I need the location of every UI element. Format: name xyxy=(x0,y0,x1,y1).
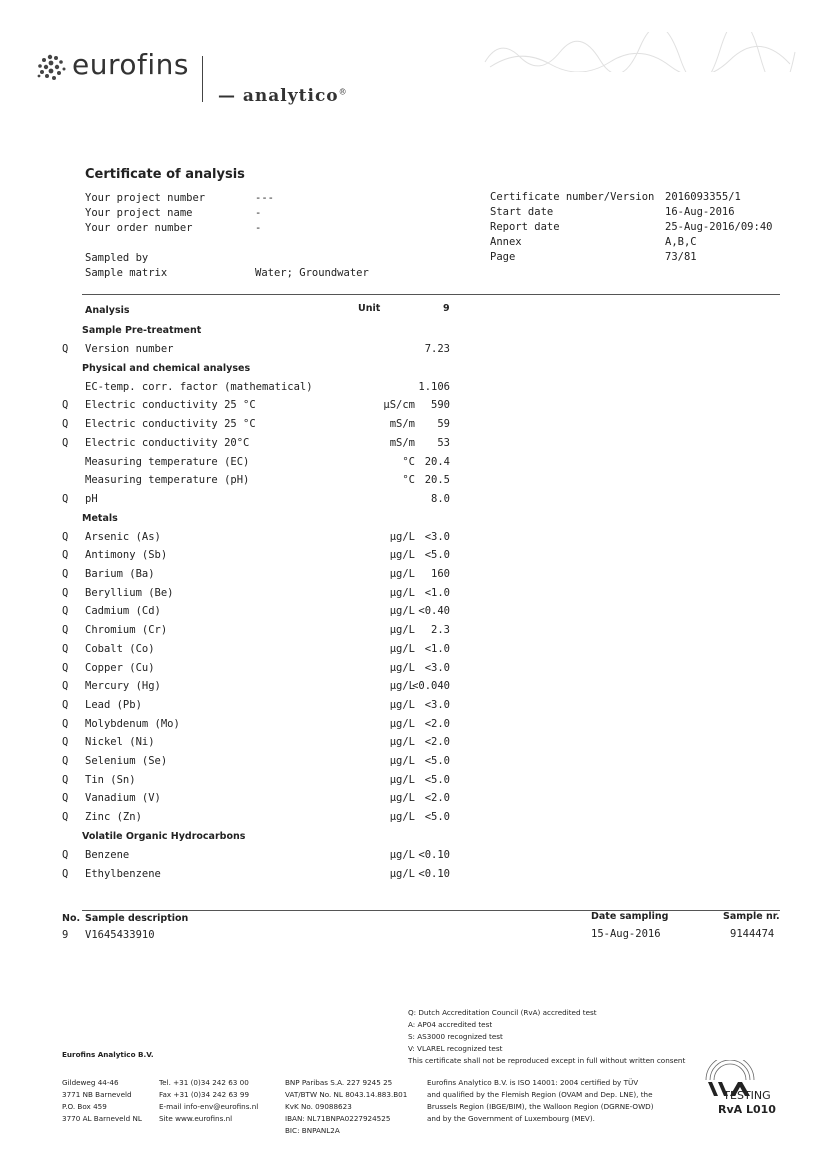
result-row xyxy=(0,418,460,436)
footer-company: Eurofins Analytico B.V. xyxy=(62,1050,154,1059)
section-title: Sample Pre-treatment xyxy=(82,325,202,336)
result-row xyxy=(0,662,460,680)
analysis-value: <5.0 xyxy=(424,755,450,767)
footer-address: Gildeweg 44-46 3771 NB Barneveld P.O. Box 459 3770 AL Barneveld NL xyxy=(62,1078,142,1123)
analysis-unit: µg/L xyxy=(389,848,415,861)
analysis-value: <5.0 xyxy=(424,549,450,562)
sample-no-cell: 9 xyxy=(62,929,69,941)
analysis-name: Copper (Cu) xyxy=(85,661,155,674)
accreditation-flag: Q xyxy=(62,586,69,599)
analysis-value: <1.0 xyxy=(424,586,450,599)
analysis-name: Antimony (Sb) xyxy=(85,549,168,562)
result-row xyxy=(0,868,460,886)
analysis-name: EC-temp. corr. factor (mathematical) xyxy=(85,380,313,393)
analysis-value: 20.5 xyxy=(424,474,450,487)
sample-no-header: No. xyxy=(62,913,81,924)
analysis-unit: µg/L xyxy=(389,680,415,693)
analysis-name: Selenium (Se) xyxy=(85,755,168,767)
analysis-name: Chromium (Cr) xyxy=(85,624,168,637)
result-row xyxy=(0,474,460,492)
result-row xyxy=(0,587,460,605)
accreditation-flag: Q xyxy=(62,811,69,824)
accreditation-flag: Q xyxy=(62,568,69,580)
footer-bank: BNP Paribas S.A. 227 9245 25 VAT/BTW No. NL 8043.14.883.B01 KvK No. 09088623 IBAN: NL71BNPA0227924525 BIC: BNPANL2A xyxy=(285,1078,408,1135)
analysis-unit: µg/L xyxy=(389,568,415,580)
analysis-value: <0.40 xyxy=(418,605,450,618)
result-row xyxy=(0,774,460,792)
result-row xyxy=(0,680,460,698)
result-row xyxy=(0,568,460,586)
analysis-value: <2.0 xyxy=(424,717,450,730)
analysis-name: Electric conductivity 25 °C xyxy=(85,399,256,412)
analysis-name: Cadmium (Cd) xyxy=(85,605,161,618)
result-row xyxy=(0,437,460,455)
accreditation-flag: Q xyxy=(62,436,69,449)
accreditation-flag: Q xyxy=(62,418,69,431)
result-row xyxy=(0,549,460,567)
footer-contact: Tel. +31 (0)34 242 63 00 Fax +31 (0)34 242 63 99 E-mail info-env@eurofins.nl Site www.eurofins.nl xyxy=(159,1078,259,1123)
analysis-name: Electric conductivity 25 °C xyxy=(85,418,256,431)
accreditation-flag: Q xyxy=(62,492,69,505)
result-row xyxy=(0,531,460,549)
accreditation-flag: Q xyxy=(62,549,69,562)
analysis-value: <1.0 xyxy=(424,642,450,655)
analysis-value: 59 xyxy=(437,418,450,431)
analysis-name: Zinc (Zn) xyxy=(85,811,142,824)
analysis-value: <5.0 xyxy=(424,773,450,786)
analysis-unit: µg/L xyxy=(389,642,415,655)
section-title: Physical and chemical analyses xyxy=(82,362,251,374)
result-row xyxy=(0,399,460,417)
analysis-unit: µg/L xyxy=(389,624,415,637)
analysis-unit: µg/L xyxy=(389,773,415,786)
accreditation-flag: Q xyxy=(62,717,69,730)
analysis-unit: °C xyxy=(402,474,415,487)
analysis-name: Measuring temperature (pH) xyxy=(85,474,250,487)
analysis-unit: µg/L xyxy=(389,792,415,805)
testing-accreditation-label: TESTING RvA L010 xyxy=(718,1089,776,1116)
accreditation-flag: Q xyxy=(62,755,69,767)
analysis-unit: °C xyxy=(402,455,415,468)
analysis-value: <3.0 xyxy=(424,698,450,711)
analysis-value: 2.3 xyxy=(431,624,450,637)
analysis-value: <0.10 xyxy=(418,848,450,861)
analysis-name: Mercury (Hg) xyxy=(85,680,161,693)
accreditation-flag: Q xyxy=(62,773,69,786)
certificate-title: Certificate of analysis xyxy=(85,167,245,182)
analysis-value: 1.106 xyxy=(418,380,450,393)
analysis-name: Nickel (Ni) xyxy=(85,736,155,749)
analysis-name: Molybdenum (Mo) xyxy=(85,717,180,730)
analysis-unit: mS/m xyxy=(389,436,415,449)
analysis-value: <2.0 xyxy=(424,736,450,749)
analysis-name: Arsenic (As) xyxy=(85,530,161,543)
analysis-unit: µg/L xyxy=(389,698,415,711)
analysis-unit: µg/L xyxy=(389,586,415,599)
analysis-name: Barium (Ba) xyxy=(85,568,155,580)
unit-column-header: Unit xyxy=(358,303,381,314)
accreditation-flag: Q xyxy=(62,661,69,674)
result-row xyxy=(0,493,460,511)
accreditation-flag: Q xyxy=(62,867,69,880)
analysis-name: Electric conductivity 20°C xyxy=(85,436,250,449)
accreditation-flag: Q xyxy=(62,624,69,637)
analysis-name: Version number xyxy=(85,343,174,355)
result-row xyxy=(0,456,460,474)
analysis-column-header: Analysis xyxy=(85,305,130,316)
analysis-value: 8.0 xyxy=(431,492,450,505)
result-row xyxy=(0,643,460,661)
analysis-name: Lead (Pb) xyxy=(85,698,142,711)
analysis-unit: µg/L xyxy=(389,867,415,880)
accreditation-flag: Q xyxy=(62,399,69,412)
analysis-unit: µg/L xyxy=(389,755,415,767)
analysis-name: Tin (Sn) xyxy=(85,773,136,786)
analysis-value: 590 xyxy=(431,399,450,412)
analysis-value: <5.0 xyxy=(424,811,450,824)
result-row xyxy=(0,755,460,773)
section-title: Volatile Organic Hydrocarbons xyxy=(82,830,246,842)
sample-nr-cell: 9144474 xyxy=(730,928,775,940)
analysis-unit: µg/L xyxy=(389,661,415,674)
analysis-unit: µS/cm xyxy=(383,399,415,412)
analysis-name: Cobalt (Co) xyxy=(85,642,155,655)
analysis-value: 7.23 xyxy=(424,343,450,355)
accreditation-legend: Q: Dutch Accreditation Council (RvA) accredited test A: AP04 accredited test S: AS3000 recognized test V: VLAREL recognized test This certificate shall not be reproduced except in full without written consent xyxy=(408,1008,686,1065)
analysis-unit: µg/L xyxy=(389,717,415,730)
analysis-unit: µg/L xyxy=(389,736,415,749)
analysis-unit: µg/L xyxy=(389,530,415,543)
sample-description-cell: V1645433910 xyxy=(85,929,155,941)
analysis-value: <3.0 xyxy=(424,661,450,674)
brand-name: eurofins xyxy=(72,48,189,81)
accreditation-flag: Q xyxy=(62,792,69,805)
accreditation-flag: Q xyxy=(62,680,69,693)
date-sampling-cell: 15-Aug-2016 xyxy=(591,928,661,940)
accreditation-flag: Q xyxy=(62,642,69,655)
analysis-value: 53 xyxy=(437,436,450,449)
date-sampling-header: Date sampling xyxy=(591,911,669,922)
result-row xyxy=(0,849,460,867)
analysis-unit: µg/L xyxy=(389,605,415,618)
result-row xyxy=(0,605,460,623)
section-title: Metals xyxy=(82,512,118,524)
analysis-value: <0.040 xyxy=(412,680,450,693)
result-row xyxy=(0,736,460,754)
accreditation-flag: Q xyxy=(62,605,69,618)
analysis-unit: µg/L xyxy=(389,811,415,824)
accreditation-flag: Q xyxy=(62,848,69,861)
result-row xyxy=(0,381,460,399)
analysis-value: <3.0 xyxy=(424,530,450,543)
analysis-value: <2.0 xyxy=(424,792,450,805)
accreditation-flag: Q xyxy=(62,530,69,543)
accreditation-flag: Q xyxy=(62,736,69,749)
analysis-name: pH xyxy=(85,492,98,505)
result-row xyxy=(0,718,460,736)
analysis-unit: mS/m xyxy=(389,418,415,431)
sample-table-rule xyxy=(82,910,780,911)
analysis-value: 160 xyxy=(431,568,450,580)
result-row xyxy=(0,624,460,642)
accreditation-flag: Q xyxy=(62,698,69,711)
result-row xyxy=(0,811,460,829)
result-row xyxy=(0,343,460,361)
result-row xyxy=(0,792,460,810)
sample-description-header: Sample description xyxy=(85,913,189,924)
analysis-name: Measuring temperature (EC) xyxy=(85,455,250,468)
analysis-name: Ethylbenzene xyxy=(85,867,161,880)
brand-division: — analytico® xyxy=(218,86,348,106)
analysis-unit: µg/L xyxy=(389,549,415,562)
analysis-value: 20.4 xyxy=(424,455,450,468)
analysis-name: Vanadium (V) xyxy=(85,792,161,805)
accreditation-flag: Q xyxy=(62,343,69,355)
result-row xyxy=(0,699,460,717)
analysis-name: Beryllium (Be) xyxy=(85,586,174,599)
analysis-name: Benzene xyxy=(85,848,130,861)
footer-certification: Eurofins Analytico B.V. is ISO 14001: 2004 certified by TÜV and qualified by the Flemish Region (OVAM and Dep. LNE), the Brussels Region (IBGE/BIM), the Walloon Region (DGRNE-OWD) and by the Government of Luxembourg (MEV). xyxy=(427,1078,654,1123)
sample-column-header: 9 xyxy=(443,303,450,314)
analysis-value: <0.10 xyxy=(418,867,450,880)
sample-nr-header: Sample nr. xyxy=(723,911,780,922)
